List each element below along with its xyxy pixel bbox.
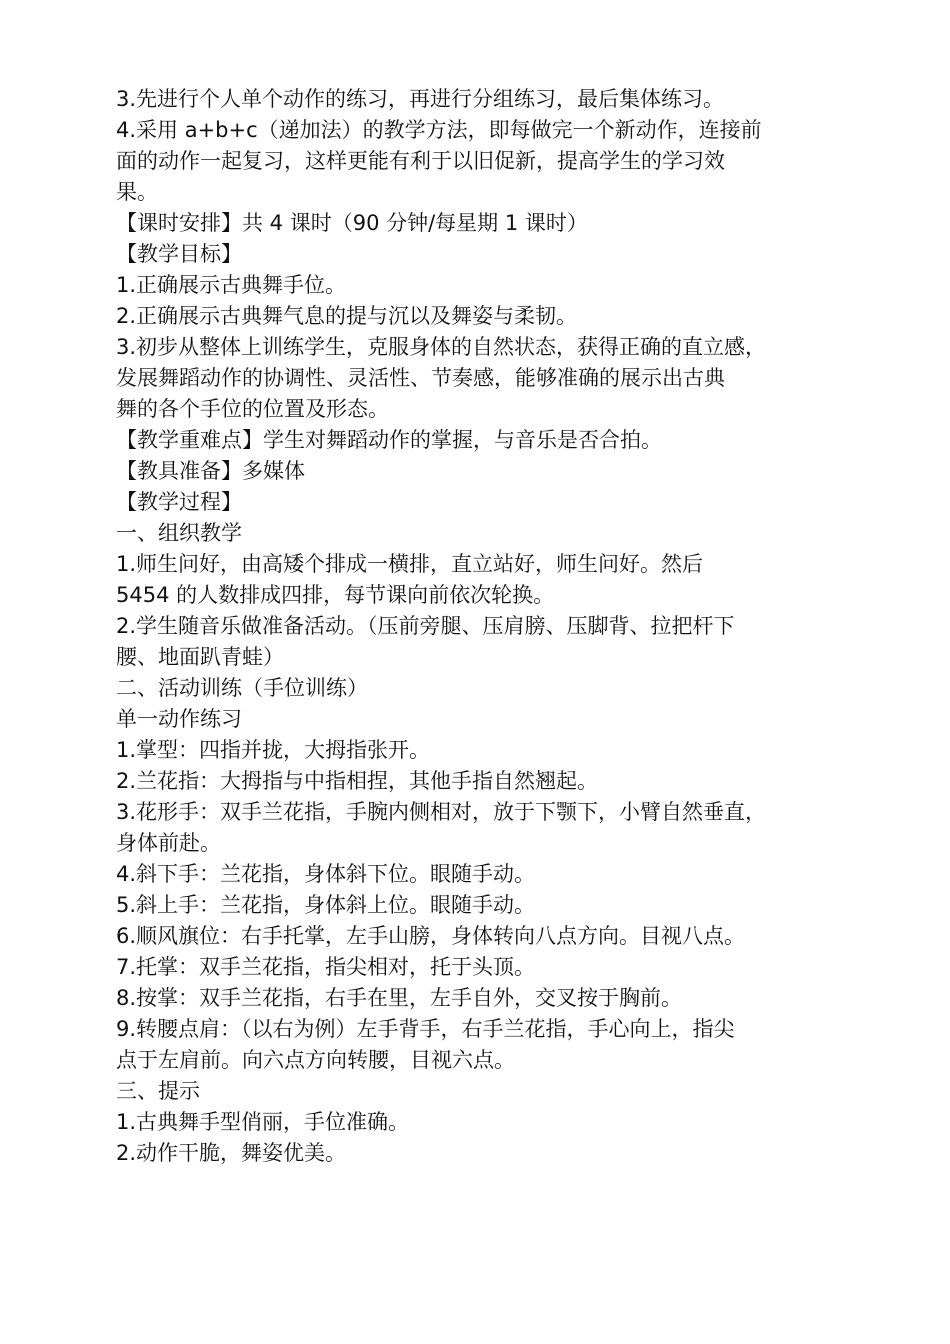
text-line: 1.掌型：四指并拢，大拇指张开。	[116, 738, 431, 762]
text-line: 1.师生问好，由高矮个排成一横排，直立站好，师生问好。然后	[116, 552, 704, 576]
text-line: 2.兰花指：大拇指与中指相捏，其他手指自然翘起。	[116, 769, 599, 793]
text-line: 3.花形手：双手兰花指，手腕内侧相对，放于下颚下，小臂自然垂直，	[116, 800, 767, 824]
text-line: 面的动作一起复习，这样更能有利于以旧促新，提高学生的学习效	[116, 149, 725, 173]
text-line: 点于左肩前。向六点方向转腰，目视六点。	[116, 1048, 515, 1072]
text-line: 2.正确展示古典舞气息的提与沉以及舞姿与柔韧。	[116, 304, 578, 328]
section-heading: 【教具准备】多媒体	[116, 459, 305, 483]
text-line: 4.采用 a+b+c（递加法）的教学方法，即每做完一个新动作，连接前	[116, 118, 762, 142]
text-line: 9.转腰点肩：（以右为例）左手背手，右手兰花指，手心向上，指尖	[116, 1017, 735, 1041]
section-heading: 【教学目标】	[116, 242, 242, 266]
text-line: 6.顺风旗位：右手托掌，左手山膀，身体转向八点方向。目视八点。	[116, 924, 746, 948]
section-heading: 【教学重难点】学生对舞蹈动作的掌握，与音乐是否合拍。	[116, 428, 662, 452]
subsection-heading: 三、提示	[116, 1079, 200, 1103]
subsection-heading: 二、活动训练（手位训练）	[116, 676, 368, 700]
text-line: 2.动作干脆，舞姿优美。	[116, 1141, 347, 1165]
text-line: 1.正确展示古典舞手位。	[116, 273, 347, 297]
text-line: 身体前赴。	[116, 831, 221, 855]
text-line: 7.托掌：双手兰花指，指尖相对，托于头顶。	[116, 955, 536, 979]
text-line: 3.先进行个人单个动作的练习，再进行分组练习，最后集体练习。	[116, 87, 725, 111]
text-line: 2.学生随音乐做准备活动。（压前旁腿、压肩膀、压脚背、拉把杆下	[116, 614, 735, 638]
text-line: 1.古典舞手型俏丽，手位准确。	[116, 1110, 410, 1134]
section-heading: 【课时安排】共 4 课时（90 分钟/每星期 1 课时）	[116, 211, 588, 235]
document-page	[116, 84, 876, 1169]
text-line: 5454 的人数排成四排，每节课向前依次轮换。	[116, 583, 555, 607]
text-line: 果。	[116, 180, 158, 204]
section-heading: 【教学过程】	[116, 490, 242, 514]
text-line: 腰、地面趴青蛙）	[116, 645, 284, 669]
subsection-heading: 单一动作练习	[116, 707, 242, 731]
text-line: 5.斜上手：兰花指，身体斜上位。眼随手动。	[116, 893, 536, 917]
text-line: 8.按掌：双手兰花指，右手在里，左手自外，交叉按于胸前。	[116, 986, 683, 1010]
text-line: 4.斜下手：兰花指，身体斜下位。眼随手动。	[116, 862, 536, 886]
text-line: 3.初步从整体上训练学生，克服身体的自然状态，获得正确的直立感，	[116, 335, 767, 359]
text-line: 发展舞蹈动作的协调性、灵活性、节奏感，能够准确的展示出古典	[116, 366, 725, 390]
subsection-heading: 一、组织教学	[116, 521, 242, 545]
text-line: 舞的各个手位的位置及形态。	[116, 397, 389, 421]
